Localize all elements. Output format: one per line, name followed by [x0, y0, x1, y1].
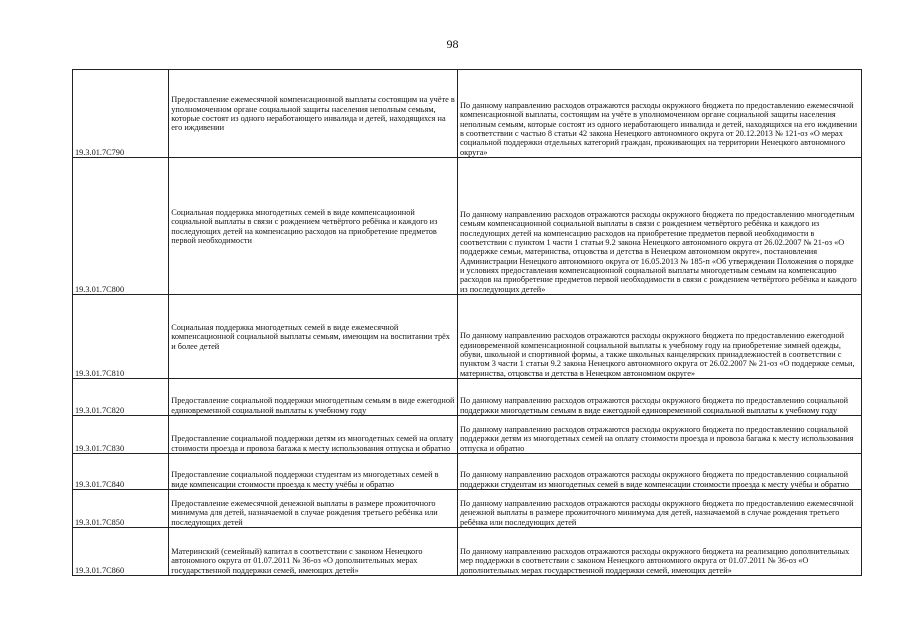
row-code: 19.3.01.7С840: [73, 454, 169, 490]
row-code: 19.3.01.7С860: [73, 528, 169, 576]
row-description: По данному направлению расходов отражаются расходы окружного бюджета по предоставлению многодетным семьям компенсационной социальной выплаты в связи с рождением четвёртого ребёнка и каждого из последующих детей на компенсацию расходов на приобретение предметов первой необходимости в соответствии с пунктом 1 части 1 статьи 9.2 закона Ненецкого автономного округа от 26.02.2007 № 21-оз «О поддержке семьи, материнства, отцовства и детства в Ненецком автономном округе», постановления Администрации Ненецкого автономного округа от 16.05.2013 № 185-п «Об утверждении Положения о порядке и условиях предоставления компенсационной социальной выплаты многодетным семьям на компенсацию расходов на приобретение предметов первой необходимости в связи с рождением четвёртого ребёнка и каждого из последующих детей»: [457, 158, 861, 295]
budget-classification-table: [72, 69, 862, 576]
row-code: 19.3.01.7С810: [73, 295, 169, 379]
row-code: 19.3.01.7С790: [73, 70, 169, 158]
table-row: [73, 454, 862, 490]
row-name: Предоставление ежемесячной компенсационной выплаты состоящим на учёте в уполномоченном органе социальной защиты населения неполным семьям, которые состоят из одного неработающего инвалида и детей, находящихся на его иждивении: [169, 70, 458, 158]
row-name: Социальная поддержка многодетных семей в виде ежемесячной компенсационной социальной выплаты семьям, имеющим на воспитании трёх и более детей: [169, 295, 458, 379]
table-row: [73, 416, 862, 454]
row-name: Социальная поддержка многодетных семей в виде компенсационной социальной выплаты в связи с рождением четвёртого ребёнка и каждого из последующих детей на компенсацию расходов на приобретение предметов первой необходимости: [169, 158, 458, 295]
row-description: По данному направлению расходов отражаются расходы окружного бюджета на реализацию дополнительных мер поддержки в соответствии с законом Ненецкого автономного округа от 01.07.2011 № 36-оз «О дополнительных мерах государственной поддержки семей, имеющих детей»: [457, 528, 861, 576]
row-code: 19.3.01.7С830: [73, 416, 169, 454]
page-number: 98: [446, 37, 459, 51]
row-name: Материнский (семейный) капитал в соответствии с законом Ненецкого автономного округа от 01.07.2011 № 36-оз «О дополнительных мерах государственной поддержки семей, имеющих детей»: [169, 528, 458, 576]
row-description: По данному направлению расходов отражаются расходы окружного бюджета по предоставлению социальной поддержки детям из многодетных семей на оплату стоимости проезда и провоза багажа к месту использования отпуска и обратно: [457, 416, 861, 454]
row-code: 19.3.01.7С820: [73, 379, 169, 416]
table-row: [73, 379, 862, 416]
table-row: [73, 70, 862, 158]
table-row: [73, 158, 862, 295]
table-row: [73, 295, 862, 379]
table-row: [73, 528, 862, 576]
row-description: По данному направлению расходов отражаются расходы окружного бюджета по предоставлению социальной поддержки студентам из многодетных семей в виде компенсации стоимости проезда к месту учёбы и обратно: [457, 454, 861, 490]
row-code: 19.3.01.7С850: [73, 490, 169, 528]
row-description: По данному направлению расходов отражаются расходы окружного бюджета по предоставлению социальной поддержки многодетным семьям в виде ежегодной единовременной социальной выплаты к учебному году: [457, 379, 861, 416]
row-name: Предоставление ежемесячной денежной выплаты в размере прожиточного минимума для детей, назначаемой в случае рождения третьего ребёнка или последующих детей: [169, 490, 458, 528]
row-description: По данному направлению расходов отражаются расходы окружного бюджета по предоставлению ежемесячной денежной выплаты в размере прожиточного минимума для детей, назначаемой в случае рождения третьего ребёнка или последующих детей: [457, 490, 861, 528]
table-row: [73, 490, 862, 528]
row-name: Предоставление социальной поддержки студентам из многодетных семей в виде компенсации стоимости проезда к месту учёбы и обратно: [169, 454, 458, 490]
row-description: По данному направлению расходов отражаются расходы окружного бюджета по предоставлению ежемесячной компенсационной выплаты, состоящим на учёте в уполномоченном органе социальной защиты населения неполным семьям, которые состоят из одного неработающего инвалида и детей, находящихся на его иждивении в соответствии с частью 8 статьи 42 закона Ненецкого автономного округа от 20.12.2013 № 121-оз «О мерах социальной поддержки отдельных категорий граждан, проживающих на территории Ненецкого автономного округа»: [457, 70, 861, 158]
row-name: Предоставление социальной поддержки детям из многодетных семей на оплату стоимости проезда и провоза багажа к месту использования отпуска и обратно: [169, 416, 458, 454]
row-code: 19.3.01.7С800: [73, 158, 169, 295]
row-name: Предоставление социальной поддержки многодетным семьям в виде ежегодной единовременной социальной выплаты к учебному году: [169, 379, 458, 416]
row-description: По данному направлению расходов отражаются расходы окружного бюджета по предоставлению ежегодной единовременной компенсационной социальной выплаты к учебному году на приобретение зимней одежды, обуви, школьной и спортивной формы, а также школьных канцелярских принадлежностей в соответствии с пунктом 3 части 1 статьи 9.2 закона Ненецкого автономного округа от 26.02.2007 № 21-оз «О поддержке семьи, материнства, отцовства и детства в Ненецком автономном округе»: [457, 295, 861, 379]
